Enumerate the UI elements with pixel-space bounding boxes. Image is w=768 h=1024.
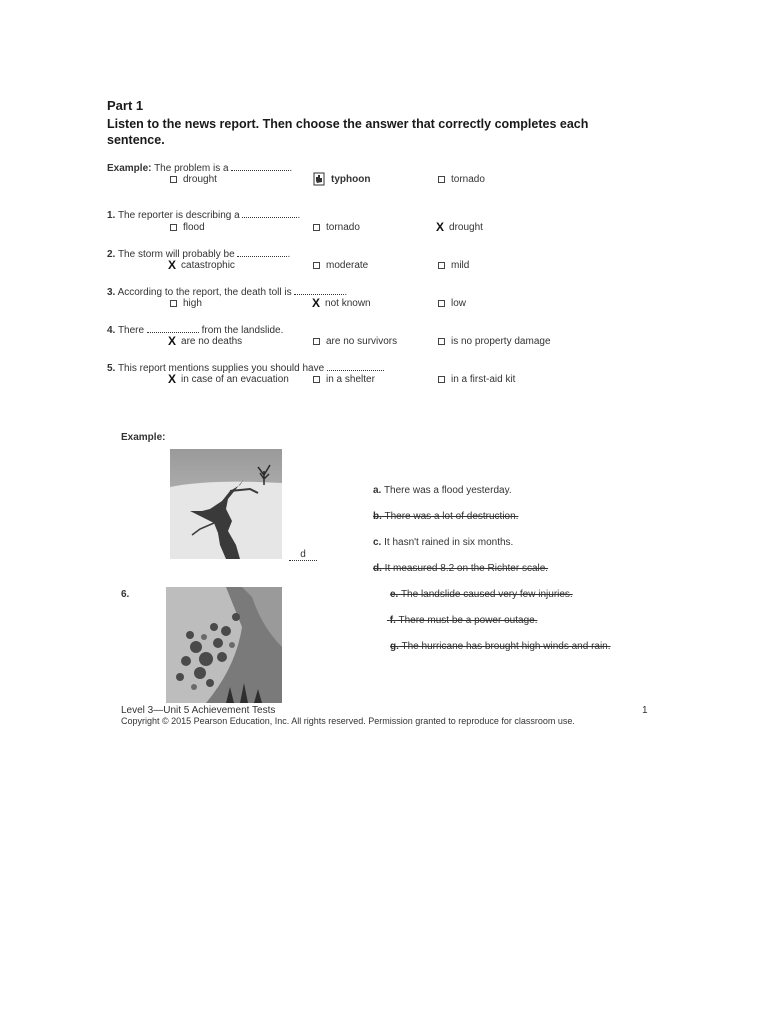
x-mark-icon[interactable]: X — [436, 220, 445, 234]
checkbox-icon[interactable] — [313, 262, 320, 269]
checkbox-icon[interactable] — [438, 262, 445, 269]
question-number: 4. — [107, 325, 116, 336]
question-number: 1. — [107, 210, 116, 221]
statement-e — [390, 589, 573, 600]
statement-letter: a. — [373, 485, 382, 496]
answer-blank — [294, 286, 344, 295]
answer-blank — [231, 162, 289, 171]
example-option-2[interactable] — [313, 172, 370, 186]
statement-letter: f. — [389, 615, 396, 626]
option-label: flood — [183, 222, 205, 233]
checkbox-icon[interactable] — [438, 300, 445, 307]
question-1-option-1[interactable] — [170, 222, 205, 233]
x-mark-icon[interactable]: X — [168, 334, 177, 348]
checkbox-icon[interactable] — [438, 376, 445, 383]
question-2-option-3[interactable] — [438, 260, 469, 271]
question-1-option-2[interactable] — [313, 222, 360, 233]
part1-instructions: Listen to the news report. Then choose the answer that correctly completes each sentence. — [107, 117, 589, 147]
question-5-option-2[interactable] — [313, 374, 375, 385]
landslide-illustration — [166, 587, 282, 703]
statement-text: There was a lot of destruction. — [384, 511, 519, 522]
question-5-option-3[interactable] — [438, 374, 515, 385]
answer-blank — [242, 209, 297, 218]
question-end: from the landslide. — [201, 325, 284, 336]
question-text: The storm will probably be — [117, 249, 235, 260]
statement-text: There must be a power outage. — [398, 615, 538, 626]
question-4-option-3[interactable] — [438, 336, 551, 347]
copyright-notice: Copyright © 2015 Pearson Education, Inc. All rights reserved. Permission granted to reproduce for classroom use. — [121, 716, 575, 726]
question-1-option-3[interactable] — [436, 220, 483, 234]
checkbox-icon[interactable] — [438, 338, 445, 345]
statement-text: It hasn't rained in six months. — [384, 537, 514, 548]
statement-a — [373, 485, 512, 496]
statement-text: The landslide caused very few injuries. — [400, 589, 573, 600]
option-label: is no property damage — [451, 336, 551, 347]
example-question-end: . — [289, 163, 293, 174]
checkbox-icon[interactable] — [438, 176, 445, 183]
example-option-1[interactable] — [170, 174, 217, 185]
question-3-option-3[interactable] — [438, 298, 466, 309]
x-mark-icon[interactable]: X — [312, 296, 321, 310]
option-label: are no deaths — [181, 335, 243, 347]
example-label: Example: — [107, 163, 152, 174]
question-2-option-1[interactable] — [168, 258, 235, 272]
statement-text: It measured 8.2 on the Richter scale. — [384, 563, 549, 574]
checkbox-icon[interactable] — [170, 300, 177, 307]
answer-blank — [237, 248, 287, 257]
example-option-3[interactable] — [438, 174, 485, 185]
answer-blank — [147, 324, 199, 333]
statement-letter: g. — [390, 641, 399, 652]
x-mark-icon[interactable]: X — [168, 258, 177, 272]
option-label: drought — [449, 221, 483, 233]
page-number: 1 — [642, 705, 648, 716]
checkbox-icon[interactable] — [313, 376, 320, 383]
checkbox-icon[interactable] — [313, 338, 320, 345]
question-end: . — [287, 249, 291, 260]
part1-heading: Part 1 — [107, 98, 144, 113]
example-answer-blank — [289, 549, 317, 561]
earthquake-image — [170, 449, 282, 559]
option-label: high — [183, 298, 202, 309]
question-2-option-2[interactable] — [313, 260, 368, 271]
example-question-text: The problem is a — [154, 163, 229, 174]
question-4-option-1[interactable] — [168, 334, 242, 348]
example-question-stem — [107, 162, 292, 174]
question-end: . — [297, 210, 301, 221]
question-4-option-2[interactable] — [313, 336, 397, 347]
footer-title: Level 3—Unit 5 Achievement Tests — [121, 705, 276, 716]
option-label: in case of an evacuation — [181, 373, 289, 385]
option-label: catastrophic — [181, 259, 235, 271]
option-label: in a shelter — [326, 374, 375, 385]
question-number: 5. — [107, 363, 116, 374]
statement-text: There was a flood yesterday. — [383, 485, 512, 496]
statement-letter: d. — [373, 563, 382, 574]
option-label: not known — [325, 297, 371, 309]
statement-c — [373, 537, 513, 548]
question-6-label: 6. — [121, 589, 130, 600]
option-label: tornado — [451, 174, 485, 185]
statement-letter: b. — [373, 511, 382, 522]
question-number: 3. — [107, 287, 116, 298]
option-label: are no survivors — [326, 336, 398, 347]
statement-letter: e. — [390, 589, 399, 600]
option-label: drought — [183, 174, 217, 185]
option-label: tornado — [326, 222, 360, 233]
answer-blank — [327, 362, 382, 371]
statement-letter: c. — [373, 537, 382, 548]
checkbox-icon[interactable] — [313, 224, 320, 231]
part2-example-label: Example: — [121, 432, 166, 443]
statement-d — [373, 563, 548, 574]
statement-g — [390, 641, 611, 652]
landslide-image — [166, 587, 282, 703]
statement-f — [373, 615, 537, 626]
example-answer: d — [289, 549, 317, 561]
option-label: mild — [451, 260, 470, 271]
checkbox-icon[interactable] — [170, 176, 177, 183]
checkbox-icon[interactable] — [170, 224, 177, 231]
pointing-hand-icon — [313, 172, 325, 186]
x-mark-icon[interactable]: X — [168, 372, 177, 386]
question-number: 2. — [107, 249, 116, 260]
question-end: . — [381, 363, 385, 374]
option-label: moderate — [326, 260, 369, 271]
earthquake-illustration — [170, 449, 282, 559]
question-text: There — [117, 325, 145, 336]
question-text: According to the report, the death toll is — [117, 287, 292, 298]
question-end: . — [344, 287, 348, 298]
question-1-stem — [107, 209, 300, 221]
statement-b — [373, 511, 518, 522]
question-text: This report mentions supplies you should have — [117, 363, 325, 374]
question-3-option-2[interactable] — [312, 296, 371, 310]
option-label: typhoon — [331, 173, 371, 185]
question-3-option-1[interactable] — [170, 298, 202, 309]
option-label: low — [451, 298, 467, 309]
question-5-option-1[interactable] — [168, 372, 289, 386]
question-text: The reporter is describing a — [117, 210, 240, 221]
option-label: in a first-aid kit — [451, 374, 516, 385]
statement-text: The hurricane has brought high winds and rain. — [401, 641, 611, 652]
